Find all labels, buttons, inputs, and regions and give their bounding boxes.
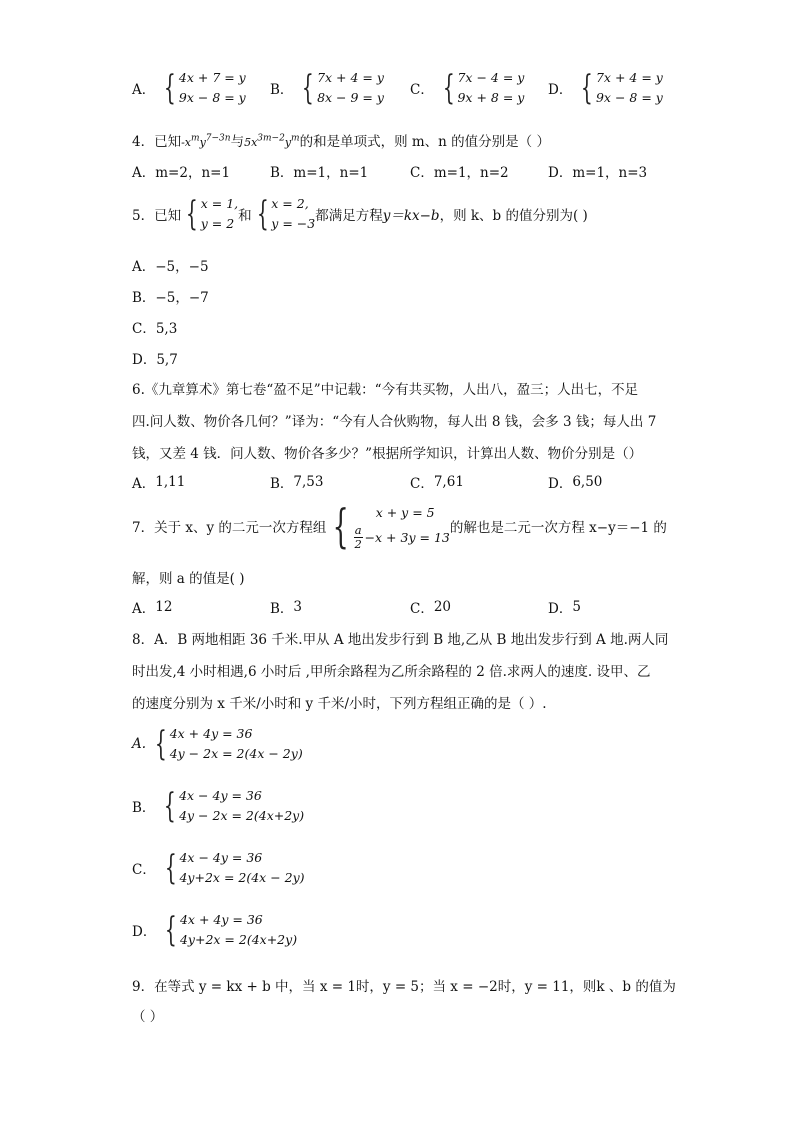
q6-option-a[interactable]: A． 1,11 [132, 474, 186, 492]
q8-line-1: 8．A．B 两地相距 36 千米.甲从 A 地出发步行到 B 地,乙从 B 地出发步行到 A 地.两人同 [132, 632, 669, 648]
q8-option-c[interactable]: C． { 4x − 4y = 36 4y+2x = 2(4x − 2y) [132, 848, 305, 888]
q8-option-d[interactable]: D． { 4x + 4y = 36 4y+2x = 2(4x+2y) [132, 910, 298, 950]
q6-option-b[interactable]: B． 7,53 [270, 474, 324, 492]
q5-option-d[interactable]: D．5,7 [132, 352, 178, 368]
q3-option-d[interactable]: D． { 7x + 4 = y 9x − 8 = y [548, 68, 663, 108]
q3-b-eq1: 7x + 4 = y [317, 70, 384, 85]
q6-line-3: 钱，又差 4 钱．问人数、物价各多少？”根据所学知识，计算出人数、物价分别是（） [132, 446, 643, 462]
q8-option-a[interactable]: A. { 4x + 4y = 36 4y − 2x = 2(4x − 2y) [132, 724, 303, 764]
q4-option-c[interactable]: C． m=1，n=2 [410, 165, 509, 181]
q3-d-eq1: 7x + 4 = y [595, 70, 663, 85]
q7-option-c[interactable]: C． 20 [410, 599, 452, 617]
q4-option-d[interactable]: D． m=1，n=3 [548, 165, 648, 181]
q6-option-c[interactable]: C． 7,61 [410, 474, 464, 492]
q4-option-b[interactable]: B． m=1，n=1 [270, 165, 369, 181]
q3-option-a[interactable]: A． { 4x + 7 = y 9x − 8 = y [132, 68, 246, 108]
q8-line-2: 时出发,4 小时相遇,6 小时后 ,甲所余路程为乙所余路程的 2 倍.求两人的速度. 设甲、乙 [132, 664, 651, 680]
q3-c-eq2: 9x + 8 = y [457, 90, 525, 105]
q3-a-eq1: 4x + 7 = y [178, 70, 246, 85]
q3-option-b[interactable]: B． { 7x + 4 = y 8x − 9 = y [270, 68, 384, 108]
q7-line-2: 解，则 a 的值是( ) [132, 571, 245, 587]
q5-stem: 5．已知 { x = 1, y = 2 和 { x = 2, y = −3 都满足方程 y＝kx−b ，则 k、b 的值分别为( ) [132, 194, 588, 234]
q9-line-1: 9．在等式 y = kx + b 中，当 x = 1时，y = 5；当 x = −2时，y = 11，则k 、b 的值为 [132, 979, 676, 995]
q6-line-1: 6.《九章算术》第七卷“盈不足”中记载：“今有共买物，人出八，盈三；人出七，不足 [132, 382, 639, 398]
q3-b-eq2: 8x − 9 = y [317, 90, 384, 105]
q5-option-a[interactable]: A．−5，−5 [132, 259, 209, 275]
q7-option-d[interactable]: D． 5 [548, 599, 581, 617]
q7-option-a[interactable]: A． 12 [132, 599, 173, 617]
q5-option-b[interactable]: B．−5，−7 [132, 290, 209, 306]
q7-stem: 7．关于 x、y 的二元一次方程组 { x + y = 5 a 2 −x + 3y = 13 的解也是二元一次方程 x−y＝−1 的 [132, 499, 667, 553]
q7-option-b[interactable]: B． 3 [270, 599, 303, 617]
q8-option-b[interactable]: B． { 4x − 4y = 36 4y − 2x = 2(4x+2y) [132, 786, 305, 826]
q3-d-eq2: 9x − 8 = y [595, 90, 663, 105]
q5-option-c[interactable]: C．5,3 [132, 321, 178, 337]
q8-line-3: 的速度分别为 x 千米/小时和 y 千米/小时，下列方程组正确的是（ ）. [132, 696, 547, 712]
q3-option-c[interactable]: C． { 7x − 4 = y 9x + 8 = y [410, 68, 525, 108]
q6-option-d[interactable]: D． 6,50 [548, 474, 603, 492]
q6-line-2: 四.问人数、物价各几何？”译为：“今有人合伙购物，每人出 8 钱，会多 3 钱；每人出 7 [132, 414, 657, 430]
q4-stem: 4．已知$-x^my^{7-3n}$与$5x^{3m-2}y^m$的和是单项式，则 m、n 的值分别是（ ） [132, 133, 550, 150]
q3-a-eq2: 9x − 8 = y [178, 90, 246, 105]
q3-c-eq1: 7x − 4 = y [457, 70, 525, 85]
q7-system: { x + y = 5 a 2 −x + 3y = 13 [333, 499, 450, 553]
q3-options [0, 68, 794, 112]
q4-option-a[interactable]: A． m=2，n=1 [132, 165, 231, 181]
q9-line-2: （ ） [132, 1009, 164, 1025]
